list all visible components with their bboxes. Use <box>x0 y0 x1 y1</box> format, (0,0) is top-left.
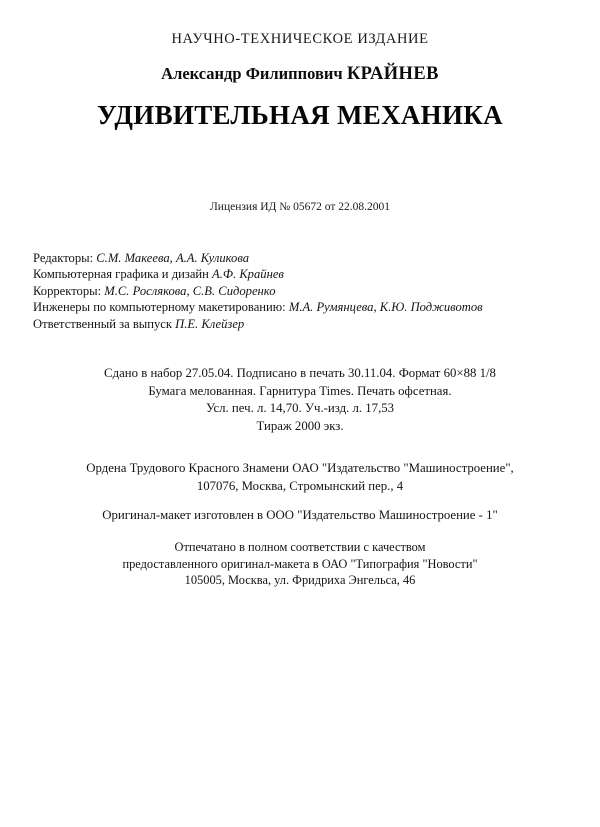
credit-role: Редакторы: <box>33 251 94 265</box>
credits-block <box>33 250 573 332</box>
production-line: Тираж 2000 экз. <box>256 418 344 433</box>
credit-names: С.М. Макеева, А.А. Куликова <box>96 251 250 265</box>
printer-block <box>0 539 600 589</box>
publisher-name: Ордена Трудового Красного Знамени ОАО "Издательство "Машиностроение", <box>86 461 514 475</box>
printer-name: предоставленного оригинал-макета в ОАО "Типография "Новости" <box>122 556 478 571</box>
series-label: НАУЧНО-ТЕХНИЧЕСКОЕ ИЗДАНИЕ <box>171 31 429 47</box>
credit-role: Компьютерная графика и дизайн <box>33 267 209 282</box>
original-layout-line: Оригинал-макет изготовлен в ООО "Издательство Машиностроение - 1" <box>102 508 498 522</box>
author-given-name: Александр Филиппович <box>161 64 343 83</box>
production-details <box>0 365 600 435</box>
credit-row <box>33 250 573 266</box>
credit-role: Ответственный за выпуск <box>33 316 172 331</box>
credit-role: Корректоры: <box>33 283 102 298</box>
production-line: Бумага мелованная. Гарнитура Times. Печать офсетная. <box>148 383 452 398</box>
credit-row <box>33 283 573 299</box>
licence-line: Лицензия ИД № 05672 от 22.08.2001 <box>210 201 390 213</box>
credit-names: А.Ф. Крайнев <box>212 267 284 282</box>
printer-address: 105005, Москва, ул. Фридриха Энгельса, 46 <box>184 573 416 588</box>
credit-row <box>33 316 573 332</box>
production-line: Усл. печ. л. 14,70. Уч.-изд. л. 17,53 <box>205 401 395 416</box>
author-surname: КРАЙНЕВ <box>346 64 439 84</box>
credit-names: М.А. Румянцева, К.Ю. Подживотов <box>288 300 483 315</box>
production-line: Сдано в набор 27.05.04. Подписано в печать 30.11.04. Формат 60×88 1/8 <box>104 366 496 380</box>
publisher-block <box>0 460 600 495</box>
publisher-address: 107076, Москва, Стромынский пер., 4 <box>196 478 404 493</box>
credit-names: П.Е. Клейзер <box>175 316 245 331</box>
credit-row <box>33 266 573 282</box>
credit-role: Инженеры по компьютерному макетированию: <box>33 300 286 315</box>
credit-row <box>33 299 573 315</box>
credit-names: М.С. Рослякова, С.В. Сидоренко <box>104 283 276 298</box>
author-name <box>0 64 600 85</box>
printer-quality-note: Отпечатано в полном соответствии с качеством <box>174 540 426 554</box>
book-title: УДИВИТЕЛЬНАЯ МЕХАНИКА <box>97 100 503 130</box>
